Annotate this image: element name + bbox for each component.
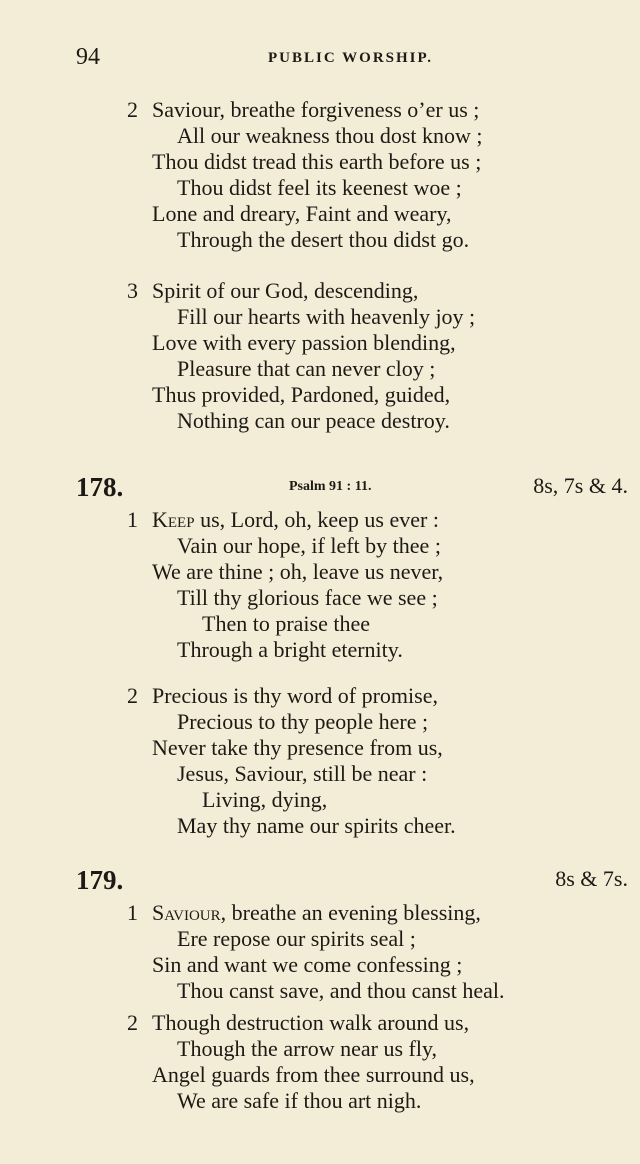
verse-line: Precious to thy people here ; <box>177 709 429 734</box>
verse-line: Though destruction walk around us, <box>152 1010 470 1035</box>
verse-line: Thou canst save, and thou canst heal. <box>177 978 505 1003</box>
hymn-meter: 8s, 7s & 4. <box>533 473 628 498</box>
verse-line <box>152 507 439 533</box>
hymn-number: 178. <box>76 472 124 502</box>
verse-line: Though the arrow near us fly, <box>177 1036 438 1061</box>
verse-line: Pleasure that can never cloy ; <box>177 356 436 381</box>
verse-line: Through a bright eternity. <box>177 637 403 662</box>
stanza-number: 1 <box>127 900 138 925</box>
stanza-number: 2 <box>127 1010 138 1035</box>
verse-line: Then to praise thee <box>202 611 370 636</box>
first-word: Keep <box>152 507 195 532</box>
verse-line: Angel guards from thee surround us, <box>152 1062 475 1087</box>
scripture-reference: Psalm 91 : 11. <box>289 479 372 494</box>
verse-line: Fill our hearts with heavenly joy ; <box>177 304 476 329</box>
verse-line: Thou didst feel its keenest woe ; <box>177 175 462 200</box>
stanza-number: 3 <box>127 278 138 303</box>
hymn-heading <box>0 472 640 502</box>
page-header <box>76 44 566 74</box>
verse-line: Till thy glorious face we see ; <box>177 585 438 610</box>
stanza-number: 2 <box>127 97 138 122</box>
verse-line: We are thine ; oh, leave us never, <box>152 559 444 584</box>
verse-line: Living, dying, <box>202 787 328 812</box>
verse-line: Sin and want we come confessing ; <box>152 952 463 977</box>
verse-line: Thus provided, Pardoned, guided, <box>152 382 451 407</box>
stanza-number: 2 <box>127 683 138 708</box>
verse-line <box>152 900 481 926</box>
verse-line: Nothing can our peace destroy. <box>177 408 450 433</box>
first-word: Saviour <box>152 900 221 925</box>
verse-line: We are safe if thou art nigh. <box>177 1088 422 1113</box>
verse-line: May thy name our spirits cheer. <box>177 813 456 838</box>
hymn-meter: 8s & 7s. <box>555 866 628 891</box>
verse-line: Saviour, breathe forgiveness o’er us ; <box>152 97 480 122</box>
verse-line: Love with every passion blending, <box>152 330 456 355</box>
hymn-number: 179. <box>76 865 124 895</box>
verse-line: Ere repose our spirits seal ; <box>177 926 416 951</box>
hymn-heading <box>0 865 640 895</box>
verse-line: Through the desert thou didst go. <box>177 227 470 252</box>
verse-line: Vain our hope, if left by thee ; <box>177 533 441 558</box>
running-title: PUBLIC WORSHIP. <box>268 50 434 66</box>
verse-line: Thou didst tread this earth before us ; <box>152 149 482 174</box>
verse-line: Lone and dreary, Faint and weary, <box>152 201 452 226</box>
verse-line: Spirit of our God, descending, <box>152 278 419 303</box>
page-number: 94 <box>76 44 100 70</box>
verse-line: Precious is thy word of promise, <box>152 683 438 708</box>
verse-line: All our weakness thou dost know ; <box>177 123 483 148</box>
stanza-number: 1 <box>127 507 138 532</box>
first-line-rest: , breathe an evening blessing, <box>220 900 481 925</box>
verse-line: Jesus, Saviour, still be near : <box>177 761 428 786</box>
first-line-rest: us, Lord, oh, keep us ever : <box>194 507 439 532</box>
verse-line: Never take thy presence from us, <box>152 735 443 760</box>
